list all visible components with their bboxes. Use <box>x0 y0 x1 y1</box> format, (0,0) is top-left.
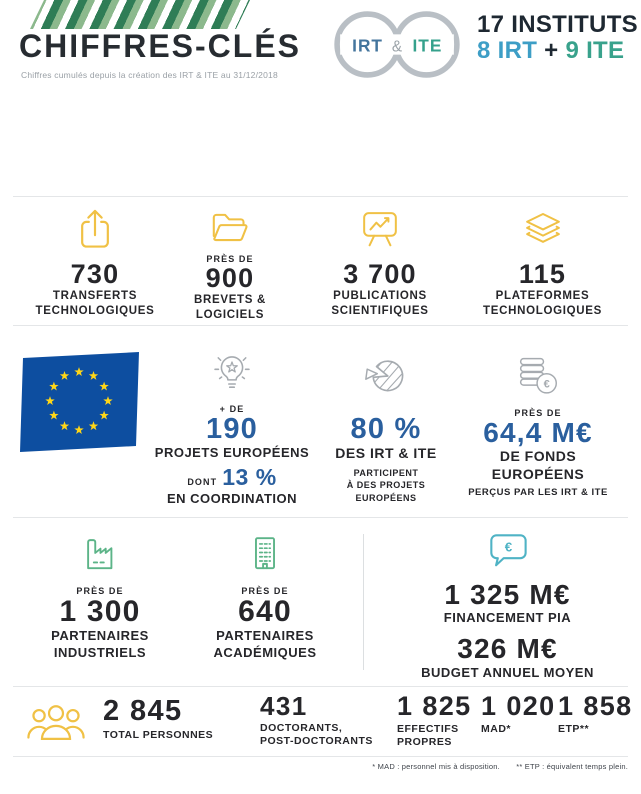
stat-value: 64,4 M€ <box>483 417 593 448</box>
euro-symbol: € <box>504 539 512 555</box>
coins-euro-icon <box>517 354 559 398</box>
footnote-mad: * MAD : personnel mis à disposition. <box>372 762 500 771</box>
stat-sublabel: PARTICIPENT À DES PROJETS EUROPÉENS <box>346 467 426 503</box>
stat-etp <box>558 693 633 736</box>
stat-label: DE FONDS EUROPÉENS <box>491 448 585 482</box>
stat-partenaires-industriels <box>20 528 180 661</box>
divider <box>13 517 628 518</box>
stat-label: PARTENAIRES ACADÉMIQUES <box>213 628 317 660</box>
stat-label: PARTENAIRES INDUSTRIELS <box>51 628 149 660</box>
stat-label: TOTAL PERSONNES <box>103 729 214 741</box>
sub-label: EN COORDINATION <box>166 490 298 506</box>
stat-label: PLATEFORMES TECHNOLOGIQUES <box>482 290 603 318</box>
stat-participation <box>318 352 454 505</box>
lightbulb-idea-icon <box>210 349 254 397</box>
stat-prefix: PRÈS DE <box>76 586 124 596</box>
stat-value: 1 825 <box>397 691 472 721</box>
instituts-ite-count: 9 ITE <box>565 37 625 65</box>
stat-prefix: + DE <box>219 404 245 414</box>
instituts-plus-sign: + <box>544 37 559 65</box>
pie-chart-icon <box>364 354 408 398</box>
people-group-icon <box>26 700 86 742</box>
presentation-chart-icon <box>360 210 400 248</box>
financement-pia-value: 1 325 M€ <box>444 579 571 610</box>
stat-value: 900 <box>205 263 255 293</box>
euro-speech-bubble-icon <box>486 531 530 571</box>
instituts-breakdown <box>477 38 638 64</box>
stat-value: 730 <box>70 259 120 289</box>
stat-mad <box>481 693 556 736</box>
stat-value: 190 <box>206 413 258 445</box>
stat-label: TRANSFERTS TECHNOLOGIQUES <box>35 290 155 318</box>
stat-label: PROJETS EUROPÉENS <box>154 445 310 461</box>
stat-value: 3 700 <box>343 259 417 289</box>
stat-subvalue-line <box>148 464 316 491</box>
stat-label: PUBLICATIONS SCIENTIFIQUES <box>331 290 429 318</box>
stat-sublabel: PERÇUS PAR LES IRT & ITE <box>468 487 608 499</box>
divider <box>13 325 628 326</box>
stat-value: 640 <box>238 595 292 628</box>
sub-prefix: DONT <box>187 476 218 487</box>
stat-partenaires-academiques <box>185 528 345 661</box>
vertical-divider <box>363 534 364 670</box>
stat-effectifs-propres <box>397 693 472 749</box>
budget-annuel-label: BUDGET ANNUEL MOYEN <box>421 664 594 680</box>
stat-value: 2 845 <box>103 695 183 727</box>
stat-label: BREVETS & LOGICIELS <box>193 294 267 322</box>
footnote-etp: ** ETP : équivalent temps plein. <box>516 762 628 771</box>
stat-value: 1 858 <box>558 691 633 721</box>
stat-prefix: PRÈS DE <box>206 254 254 264</box>
logo-ite-text: ITE <box>412 35 443 56</box>
stat-fonds-europeens <box>448 352 628 500</box>
euro-symbol: € <box>543 378 550 391</box>
stat-label: EFFECTIFS PROPRES <box>397 723 459 749</box>
stat-label: DES IRT & ITE <box>335 445 437 462</box>
page-title: CHIFFRES-CLÉS <box>19 28 301 64</box>
stat-total-personnes <box>103 697 213 742</box>
stat-doctorants <box>260 693 373 748</box>
factory-icon <box>81 533 119 571</box>
stat-value: 1 300 <box>59 595 141 628</box>
logo-irt-text: IRT <box>352 35 383 56</box>
stat-prefix: PRÈS DE <box>241 586 289 596</box>
folder-icon <box>209 209 251 245</box>
building-icon <box>246 533 284 571</box>
instituts-irt-count: 8 IRT <box>477 37 538 65</box>
divider <box>13 196 628 197</box>
header-stripes-decoration <box>30 0 250 29</box>
logo-amp-text: & <box>391 38 403 56</box>
stat-projets-europeens <box>148 348 316 507</box>
stat-label: MAD* <box>481 723 511 735</box>
irt-ite-logo-icon <box>334 11 460 78</box>
stat-label: DOCTORANTS, POST-DOCTORANTS <box>260 722 373 748</box>
layers-icon <box>523 211 563 247</box>
stat-plateformes <box>455 204 630 319</box>
stat-value: 1 020 <box>481 691 556 721</box>
instituts-count: 17 INSTITUTS <box>477 11 638 38</box>
eu-flag-icon <box>20 351 140 453</box>
stat-transferts <box>10 204 180 319</box>
stat-publications <box>302 204 458 319</box>
financement-pia-label: FINANCEMENT PIA <box>443 610 572 626</box>
transfer-upload-icon <box>76 208 114 250</box>
page-subtitle: Chiffres cumulés depuis la création des IRT & ITE au 31/12/2018 <box>21 70 278 80</box>
stat-financement <box>390 528 625 681</box>
divider <box>13 756 628 757</box>
stat-label: ETP** <box>558 723 590 735</box>
budget-annuel-value: 326 M€ <box>457 633 558 665</box>
instituts-headline <box>477 12 638 65</box>
stat-value: 431 <box>260 691 308 721</box>
divider <box>13 686 628 687</box>
stat-value: 80 % <box>350 413 422 445</box>
stat-brevets <box>168 204 292 323</box>
stat-prefix: PRÈS DE <box>514 408 562 418</box>
footnotes <box>372 762 628 771</box>
stat-value: 115 <box>518 259 567 289</box>
sub-value: 13 % <box>222 463 277 490</box>
